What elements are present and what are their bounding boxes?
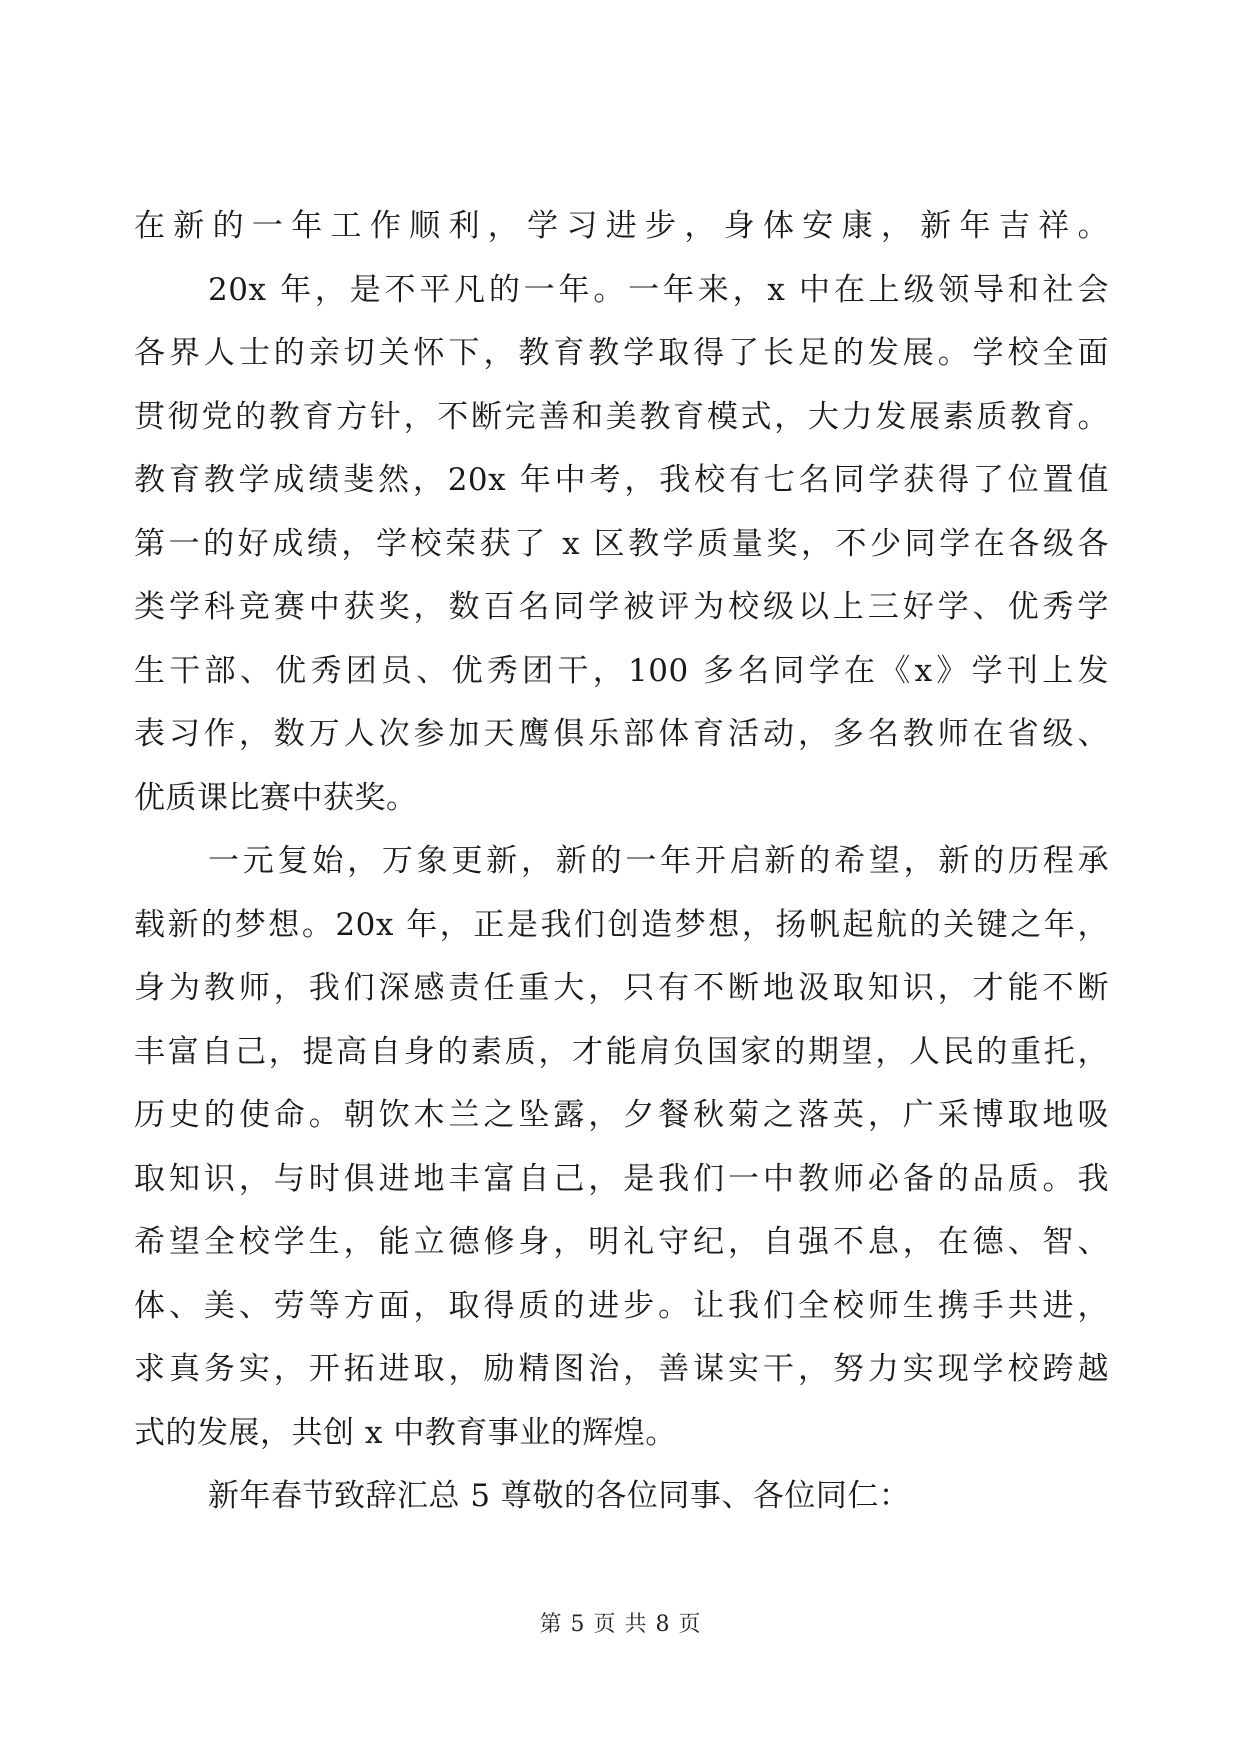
text-line-3: 各界人士的亲切关怀下，教育教学取得了长足的发展。学校全面	[134, 335, 1109, 371]
text-line-8: 生干部、优秀团员、优秀团干，100 多名同学在《x》学刊上发	[134, 652, 1109, 689]
text-line-15: 历史的使命。朝饮木兰之坠露，夕餐秋菊之落英，广采博取地吸	[134, 1097, 1109, 1133]
text-line-1: 在新的一年工作顺利，学习进步，身体安康，新年吉祥。	[134, 208, 1109, 244]
text-line-12: 载新的梦想。20x 年，正是我们创造梦想，扬帆起航的关键之年，	[134, 906, 1109, 943]
text-line-4: 贯彻党的教育方针，不断完善和美教育模式，大力发展素质教育。	[134, 398, 1109, 435]
text-line-19: 求真务实，开拓进取，励精图治，善谋实干，努力实现学校跨越	[134, 1351, 1109, 1387]
text-line-18: 体、美、劳等方面，取得质的进步。让我们全校师生携手共进，	[134, 1287, 1109, 1324]
text-line-11: 一元复始，万象更新，新的一年开启新的希望，新的历程承	[208, 843, 1109, 879]
text-line-16: 取知识，与时俱进地丰富自己，是我们一中教师必备的品质。我	[134, 1160, 1109, 1197]
text-line-9: 表习作，数万人次参加天鹰俱乐部体育活动，多名教师在省级、	[134, 716, 1109, 752]
text-line-21: 新年春节致辞汇总 5 尊敬的各位同事、各位同仁：	[208, 1478, 911, 1514]
text-line-7: 类学科竞赛中获奖，数百名同学被评为校级以上三好学、优秀学	[134, 589, 1109, 625]
body-text	[134, 195, 1109, 1529]
text-line-14: 丰富自己，提高自身的素质，才能肩负国家的期望，人民的重托，	[134, 1033, 1109, 1070]
text-line-5: 教育教学成绩斐然，20x 年中考，我校有七名同学获得了位置值	[134, 462, 1109, 498]
text-line-20: 式的发展，共创 x 中教育事业的辉煌。	[134, 1414, 677, 1451]
text-line-13: 身为教师，我们深感责任重大，只有不断地汲取知识，才能不断	[134, 970, 1109, 1006]
text-line-6: 第一的好成绩，学校荣获了 x 区教学质量奖，不少同学在各级各	[134, 525, 1109, 562]
text-line-2: 20x 年，是不平凡的一年。一年来，x 中在上级领导和社会	[208, 271, 1109, 308]
text-line-17: 希望全校学生，能立德修身，明礼守纪，自强不息，在德、智、	[134, 1224, 1109, 1260]
page-footer: 第 5 页 共 8 页	[539, 1612, 702, 1637]
text-line-10: 优质课比赛中获奖。	[134, 779, 418, 816]
